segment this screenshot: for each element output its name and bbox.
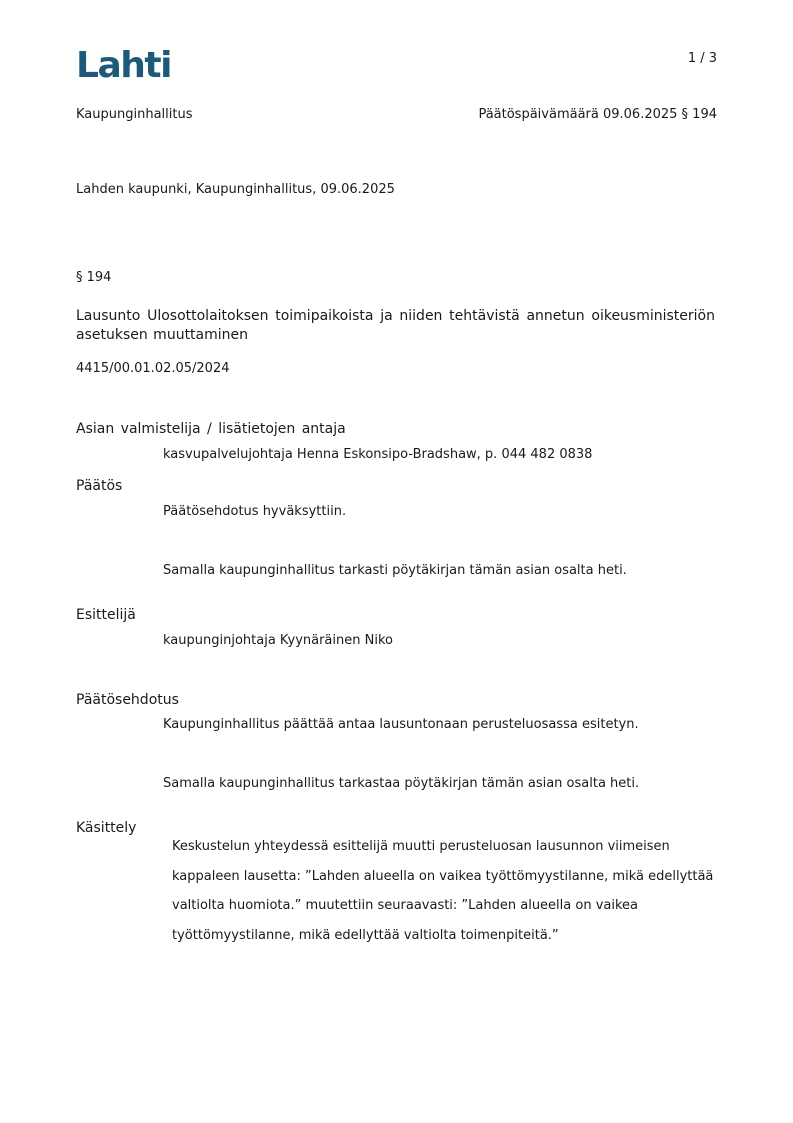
handling-line: valtiolta huomiota.” muutettiin seuraavasti: ”Lahden alueella on vaikea <box>172 898 639 913</box>
presenter-text: kaupunginjohtaja Kyynäräinen Niko <box>163 633 393 648</box>
handling-line: työttömyystilanne, mikä edellyttää valtiolta toimenpiteitä.” <box>172 927 559 943</box>
record-number: 4415/00.01.02.05/2024 <box>76 361 230 376</box>
decision-paragraph-2: Samalla kaupunginhallitus tarkasti pöytäkirjan tämän asian osalta heti. <box>163 563 627 578</box>
proposal-heading: Päätösehdotus <box>76 692 179 708</box>
meeting-line: Lahden kaupunki, Kaupunginhallitus, 09.06.2025 <box>76 182 395 197</box>
page-number: 1 / 3 <box>687 51 717 66</box>
preparer-heading: Asian valmistelija / lisätietojen antaja <box>76 421 346 437</box>
decision-paragraph-1: Päätösehdotus hyväksyttiin. <box>163 504 347 519</box>
handling-line: kappaleen lausetta: ”Lahden alueella on vaikea työttömyystilanne, mikä edellyttää <box>172 868 714 884</box>
document-title: Lausunto Ulosottolaitoksen toimipaikoista ja niiden tehtävistä annetun oikeusministeriön asetuksen muuttaminen <box>76 308 715 343</box>
handling-line: Keskustelun yhteydessä esittelijä muutti perusteluosan lausunnon viimeisen <box>172 839 670 854</box>
decision-date: Päätöspäivämäärä 09.06.2025 § 194 <box>478 107 717 122</box>
presenter-heading: Esittelijä <box>76 607 136 623</box>
lahti-logo: Lahti <box>76 45 171 86</box>
body-name: Kaupunginhallitus <box>76 107 193 122</box>
handling-heading: Käsittely <box>76 820 137 836</box>
handling-text <box>172 832 717 950</box>
section-number: § 194 <box>76 270 112 285</box>
decision-heading: Päätös <box>76 478 123 494</box>
proposal-paragraph-2: Samalla kaupunginhallitus tarkastaa pöytäkirjan tämän asian osalta heti. <box>163 776 640 791</box>
preparer-text: kasvupalvelujohtaja Henna Eskonsipo-Bradshaw, p. 044 482 0838 <box>163 447 593 462</box>
proposal-paragraph-1: Kaupunginhallitus päättää antaa lausuntonaan perusteluosassa esitetyn. <box>163 717 639 732</box>
